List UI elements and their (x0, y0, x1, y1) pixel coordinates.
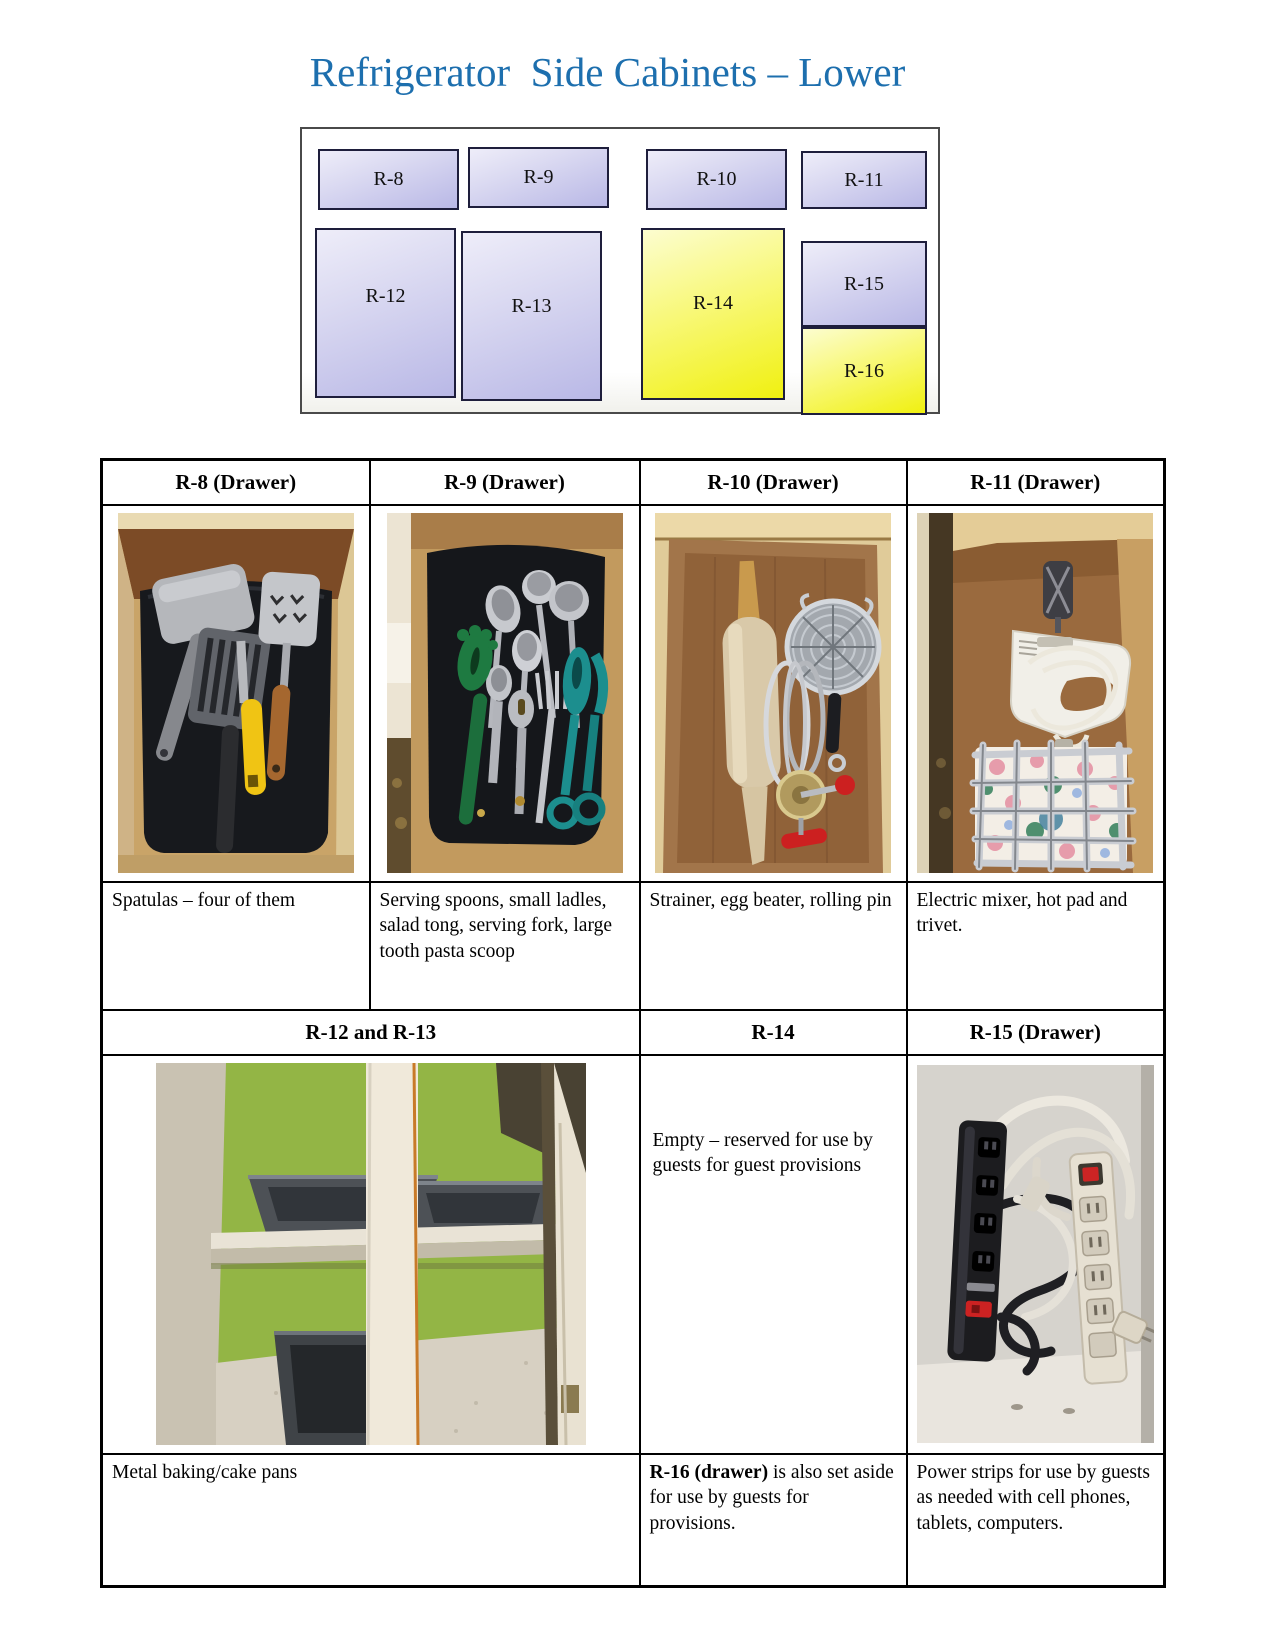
photo-cell-r12-r13 (102, 1055, 640, 1454)
diagram-label: R-11 (844, 168, 884, 191)
diagram-box-r9 (468, 147, 609, 208)
desc-r10: Strainer, egg beater, rolling pin (640, 882, 907, 1010)
photo-cell-r9 (370, 505, 640, 882)
diagram-label: R-15 (844, 272, 884, 295)
photo-cell-r11 (907, 505, 1165, 882)
photo-r15-power-strips (917, 1065, 1154, 1443)
header-r14: R-14 (640, 1010, 907, 1055)
photo-cell-r8 (102, 505, 370, 882)
diagram-box-r10 (646, 149, 787, 210)
diagram-box-r16 (801, 327, 927, 415)
desc-r11: Electric mixer, hot pad and trivet. (907, 882, 1165, 1010)
desc-r8: Spatulas – four of them (102, 882, 370, 1010)
photo-cell-r10 (640, 505, 907, 882)
diagram-box-r15 (801, 241, 927, 327)
photo-r10-rolling-pin-strainer (655, 513, 891, 873)
diagram-label: R-9 (523, 166, 554, 188)
diagram-box-r11 (801, 151, 927, 209)
diagram-label: R-16 (844, 359, 884, 382)
desc-r15: Power strips for use by guests as needed with cell phones, tablets, computers. (907, 1454, 1165, 1587)
diagram-label: R-14 (693, 292, 733, 314)
diagram-box-r8 (318, 149, 459, 210)
photo-r9-serving-utensils (387, 513, 623, 873)
diagram-label: R-10 (696, 168, 737, 190)
photo-r11-mixer-trivet (917, 513, 1153, 873)
diagram-box-r14 (641, 228, 785, 400)
diagram-label: R-13 (511, 295, 552, 317)
cabinet-layout-diagram (300, 127, 940, 414)
diagram-box-r12 (315, 228, 456, 398)
diagram-label: R-8 (373, 168, 404, 190)
desc-r16-text: is also set aside for use by guests for provisions. (649, 1461, 894, 1534)
desc-r16-label: R-16 (drawer) (649, 1461, 769, 1483)
header-r15: R-15 (Drawer) (907, 1010, 1165, 1055)
photo-r12-r13-baking-pans (156, 1063, 586, 1445)
cabinet-contents-table (100, 458, 1166, 1588)
diagram-label: R-12 (365, 285, 406, 307)
header-r10: R-10 (Drawer) (640, 460, 907, 505)
photo-cell-r15 (907, 1055, 1165, 1454)
header-r11: R-11 (Drawer) (907, 460, 1165, 505)
desc-r9: Serving spoons, small ladles, salad tong, serving fork, large tooth pasta scoop (370, 882, 640, 1010)
header-r8: R-8 (Drawer) (102, 460, 370, 505)
header-r9: R-9 (Drawer) (370, 460, 640, 505)
photo-r8-spatulas (118, 513, 354, 873)
desc-r12-r13: Metal baking/cake pans (102, 1454, 640, 1587)
header-r12-r13: R-12 and R-13 (102, 1010, 640, 1055)
diagram-box-r13 (461, 231, 602, 401)
note-r14: Empty – reserved for use by guests for guest provisions (640, 1055, 907, 1454)
page-title: Refrigerator Side Cabinets – Lower (309, 49, 906, 95)
desc-r16 (640, 1454, 907, 1587)
